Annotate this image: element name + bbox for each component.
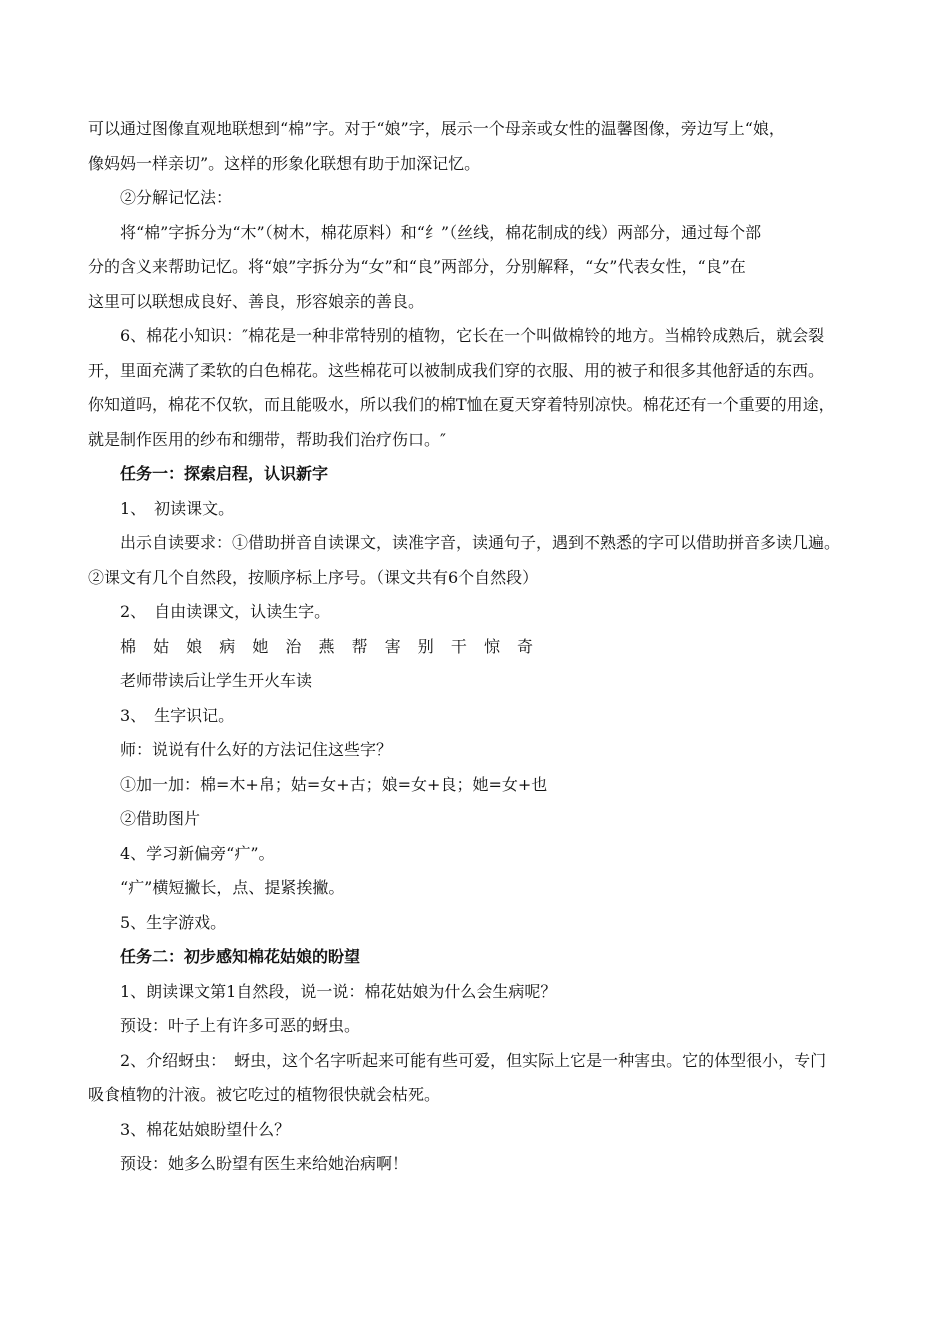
text-line: 2、 自由读课文，认读生字。 bbox=[120, 602, 331, 621]
text-line: 1、朗读课文第1自然段，说一说：棉花姑娘为什么会生病呢？ bbox=[120, 981, 557, 1001]
text-line: 3、 生字识记。 bbox=[120, 705, 235, 725]
section-heading: 任务一：探索启程，认识新字 bbox=[120, 464, 329, 483]
text-line: 将“棉”字拆分为“木”（树木，棉花原料）和“纟”（丝线，棉花制成的线）两部分，通过每个部 bbox=[120, 222, 762, 242]
text-line: 棉 姑 娘 病 她 治 燕 帮 害 别 干 惊 奇 bbox=[120, 636, 540, 656]
text-line: 预设：叶子上有许多可恶的蚜虫。 bbox=[120, 1016, 361, 1035]
text-line: 2、介绍蚜虫： 蚜虫，这个名字听起来可能有些可爱，但实际上它是一种害虫。它的体型很小，专门 bbox=[120, 1050, 827, 1070]
text-line: 3、棉花姑娘盼望什么？ bbox=[120, 1119, 291, 1139]
text-line: 开，里面充满了柔软的白色棉花。这些棉花可以被制成我们穿的衣服、用的被子和很多其他舒适的东西。 bbox=[88, 360, 825, 380]
text-line: ②分解记忆法： bbox=[120, 188, 233, 207]
text-line: “疒”横短撇长，点、提紧挨撇。 bbox=[120, 878, 345, 897]
text-line: 6、棉花小知识：″棉花是一种非常特别的植物，它长在一个叫做棉铃的地方。当棉铃成熟后，就会裂 bbox=[120, 326, 825, 345]
text-line: ①加一加：棉=木+帛；姑=女+古；娘=女+良；她=女+也 bbox=[120, 774, 548, 794]
section-heading: 任务二：初步感知棉花姑娘的盼望 bbox=[120, 947, 361, 966]
text-line: 像妈妈一样亲切”。这样的形象化联想有助于加深记忆。 bbox=[88, 153, 481, 173]
text-line: 4、学习新偏旁“疒”。 bbox=[120, 843, 275, 863]
text-line: ②借助图片 bbox=[120, 809, 201, 828]
text-line: 出示自读要求：①借助拼音自读课文，读准字音，读通句子，遇到不熟悉的字可以借助拼音多读几遍。 bbox=[120, 533, 841, 552]
text-line: 1、 初读课文。 bbox=[120, 498, 235, 518]
text-line: 老师带读后让学生开火车读 bbox=[120, 671, 313, 690]
text-line: 可以通过图像直观地联想到“棉”字。对于“娘”字，展示一个母亲或女性的温馨图像，旁边写上“娘， bbox=[88, 119, 785, 138]
text-line: ②课文有几个自然段，按顺序标上序号。（课文共有6个自然段） bbox=[88, 567, 539, 587]
text-line: 师：说说有什么好的方法记住这些字？ bbox=[120, 740, 393, 759]
text-line: 这里可以联想成良好、善良，形容娘亲的善良。 bbox=[88, 291, 425, 311]
text-line: 预设：她多么盼望有医生来给她治病啊！ bbox=[120, 1154, 409, 1173]
text-line: 5、生字游戏。 bbox=[120, 912, 227, 932]
document-body bbox=[88, 112, 878, 1182]
text-line: 就是制作医用的纱布和绷带，帮助我们治疗伤口。″ bbox=[88, 429, 446, 449]
text-line: 吸食植物的汁液。被它吃过的植物很快就会枯死。 bbox=[88, 1085, 441, 1104]
text-line: 分的含义来帮助记忆。将“娘”字拆分为“女”和“良”两部分，分别解释，“女”代表女性，“良”在 bbox=[88, 257, 746, 276]
text-line: 你知道吗，棉花不仅软，而且能吸水，所以我们的棉T恤在夏天穿着特别凉快。棉花还有一个重要的用途， bbox=[88, 395, 835, 414]
